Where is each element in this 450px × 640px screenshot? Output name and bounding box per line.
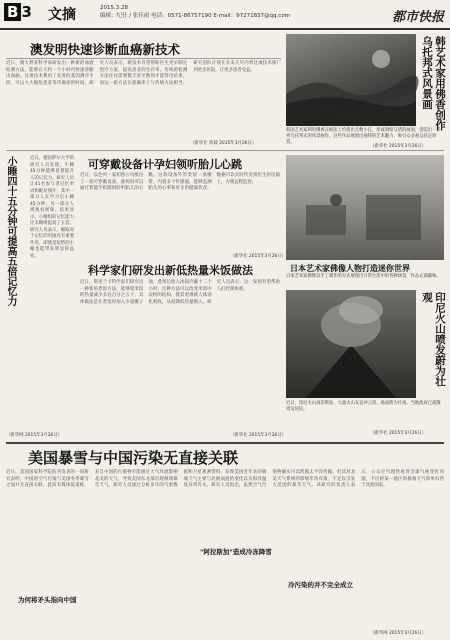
article5-headline: 科学家们研发出新低热量米饭做法 [88,264,253,277]
main-subhead-1: 为何将矛头指向中国 [18,596,77,604]
article7-vertical-headline: 印尼火山喷发蔚为壮观 [421,292,446,387]
page-code [4,3,32,21]
page-number: 3 [21,3,32,21]
article4-byline: （新华社 2015年3月26日） [230,254,287,259]
miniature-scene-image [286,155,444,260]
article1-headline: 澳发明快速诊断血癌新技术 [30,42,181,57]
article5-byline: （新华社 2015年3月26日） [230,433,287,438]
article7-byline: （新华社 2015年3月26日） [370,431,427,436]
main-body: 近日，美国国家科学院院刊发表的一项研究表明，中国的空气污染与美国冬季暴雪之间并无直接关联。此前有媒体报道称，来自中国的污染物可能通过大气环流影响北美的天气，导致美国东北部出现极端暴雪天气。研究人员通过分析多年的气象数据和卫星观测资料，发现美国近年来的极端天气主要与北极涡旋的变化以及海洋温度异常有关。研究人员指出，虽然空气污染物确实可以跨越太平洋传输，但其对北美天气系统的影响非常有限，不足以引发大范围的暴雪天气。该研究的负责人表示，公众应当理性看待全球气候变化问题，不应将某一地区的极端天气简单归咎于其他国家。 [6,470,444,488]
article5-body: 近日，斯里兰卡科学家们研究出一种新的煮饭方法，能够使米饭的热量减少多达百分之五十。具体做法是在煮饭时加入少量椰子油，煮熟后放入冰箱冷藏十二个小时。这种方法可以改变米饭中淀粉的结构，使其更难被人体消化吸收，从而降低热量摄入。研究人员表示，这一发现有望帮助人们控制体重。 [80,280,280,305]
divider [6,442,444,444]
article6-photo [286,155,444,260]
page-header [0,0,450,30]
article6-caption: 日本艺术家佛像以手工制作的方式展现出日常生活中的各种场景，作品充满趣味。 [286,274,441,279]
article3-body: 近日，德国萨尔大学的研究人员发现，午睡45分钟能够显著提升人的记忆力。研究人员让41名参与者记忆单词和配对图片，其中一部分人在学习后小睡45分钟，另一部分人则观看视频。结果显示，小睡组的记忆能力比未睡组提高了五倍。研究人员表示，睡眠对于记忆的巩固具有重要作用，即使是短暂的小睡也能带来明显的益处。 [30,156,74,259]
incense-landscape-image [286,34,416,126]
issue-date: 2015.3.28 [100,5,128,11]
main-headline: 美国暴雪与中国污染无直接关联 [28,449,239,467]
divider [6,150,444,151]
article3-vertical-headline: 小睡四十五分钟可提高五倍记忆力 [5,156,16,306]
main-byline: （新华网 2015年3月26日） [370,631,427,636]
article2-photo [286,34,416,126]
article7-caption: 近日，印尼火山再次喷发，大量火山灰直冲云霄，场面蔚为壮观。当地政府已疏散周边居民。 [286,401,441,412]
article3-byline: （新华网 2015年3月26日） [6,433,63,438]
section-title: 文摘 [48,7,76,23]
article1-body: 近日，澳大利亚科学家研发出一种新的血液检测方法，能够在大约一个小时内快速诊断出血癌。这项技术利用了先进的基因测序手段，可以大大缩短患者等待确诊的时间。研究人员表示，新技术有望帮助医生更早制定治疗方案，提高患者的生存率。传统的检测方法往往需要数天甚至数周才能得出结果，而这一新方法在准确率上与传统方法相当。研究团队计划在未来几年内将这项技术推广到更多医院，让更多患者受益。 [6,61,281,86]
page-letter: B [4,3,21,21]
article1-byline: （新华社 转载 2015年3月26日） [190,141,257,146]
volcano-eruption-image [286,290,416,398]
editor-contact: 编辑：纪仕 / 张佳雨 电话：0571-86757190 E-mail：97271837@qq.com [100,13,291,19]
main-subhead-2: "阿拉斯加"造成冷冻降雪 [200,548,272,556]
article2-vertical-headline: 韩艺术家用佛香创作乌托邦式风景画 [421,36,446,131]
header-meta [100,4,290,20]
article2-caption: 韩国艺术家利用佛香在纸张上灼烧出无数小孔，形成明暗交错的画面，创造出一系列乌托邦式的风景画作。这些作品展现出独特的艺术魅力，吸引众多观众驻足欣赏。 [286,128,441,145]
article6-title: 日本艺术家佛像人物打造迷你世界 [290,264,410,273]
divider [6,58,281,59]
article2-source: （新华社 2015年3月26日） [370,144,427,149]
article4-body: 近日，以色列一家初创公司推出了一款可穿戴设备，准妈妈可以通过智能手机随时聆听胎儿的心跳。这款设备外形类似一条腰带，内置多个传感器，能够监测胎儿的心率和母亲的健康状况。数据可以实时传送到医生的电脑上，方便远程监控。 [80,173,280,191]
main-subhead-3: 冷污染的并不完全成立 [288,581,353,589]
article4-headline: 可穿戴设备计孕妇领听胎儿心跳 [88,158,242,171]
article7-photo [286,290,416,398]
masthead-logo: 都市快报 [391,10,444,25]
